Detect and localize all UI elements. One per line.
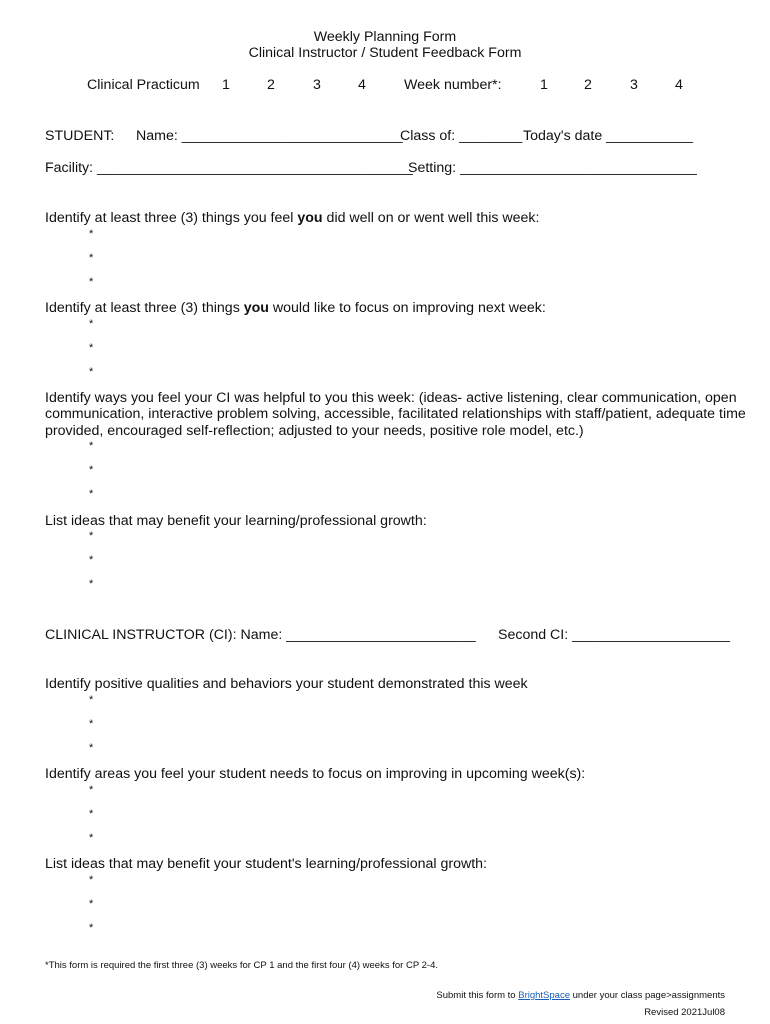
- prompt-text: did well on or went well this week:: [322, 210, 540, 226]
- prompt-emphasis: you: [297, 210, 323, 226]
- student-name-label: Name:: [136, 128, 178, 144]
- bullet-marker: *: [89, 228, 94, 240]
- facility-line[interactable]: ________________________________________: [97, 160, 413, 176]
- bullet-marker: *: [89, 488, 94, 500]
- second-ci-line[interactable]: ____________________: [572, 627, 730, 643]
- bullet-marker: *: [89, 318, 94, 330]
- setting-field[interactable]: [408, 160, 697, 177]
- prompt-student-focus-areas: Identify areas you feel your student needs to focus on improving in upcoming week(s):: [45, 766, 586, 782]
- week-option-4[interactable]: 4: [675, 77, 683, 93]
- bullet-marker: *: [89, 252, 94, 264]
- bullet-marker: *: [89, 922, 94, 934]
- form-title: Weekly Planning Form: [313, 29, 457, 45]
- bullet-marker: *: [89, 578, 94, 590]
- practicum-option-4[interactable]: 4: [358, 77, 366, 93]
- bullet-marker: *: [89, 342, 94, 354]
- bullet-marker: *: [89, 874, 94, 886]
- bullet-marker: *: [89, 440, 94, 452]
- prompt-text: would like to focus on improving next week:: [268, 300, 546, 316]
- bullet-marker: *: [89, 898, 94, 910]
- bullet-marker: *: [89, 464, 94, 476]
- student-heading: STUDENT:: [45, 128, 115, 144]
- todays-date-line[interactable]: ___________: [606, 128, 693, 144]
- week-option-2[interactable]: 2: [584, 77, 592, 93]
- prompt-text: Identify at least three (3) things: [45, 300, 244, 316]
- prompt-ci-helpful-line-3: provided, encouraged self-reflection; adjusted to your needs, positive role model, etc.): [45, 423, 584, 439]
- class-of-line[interactable]: ________: [459, 128, 523, 144]
- bullet-marker: *: [89, 276, 94, 288]
- facility-field[interactable]: [45, 160, 413, 177]
- ci-name-label: CLINICAL INSTRUCTOR (CI): Name:: [45, 627, 283, 643]
- student-name-field[interactable]: [136, 128, 403, 145]
- facility-label: Facility:: [45, 160, 94, 176]
- bullet-marker: *: [89, 694, 94, 706]
- prompt-positive-qualities: Identify positive qualities and behaviors your student demonstrated this week: [45, 676, 528, 692]
- class-of-label: Class of:: [400, 128, 456, 144]
- bullet-marker: *: [89, 718, 94, 730]
- submit-text: Submit this form to: [436, 990, 519, 1001]
- practicum-option-2[interactable]: 2: [267, 77, 275, 93]
- prompt-emphasis: you: [243, 300, 269, 316]
- practicum-option-1[interactable]: 1: [222, 77, 230, 93]
- setting-label: Setting:: [408, 160, 457, 176]
- todays-date-field[interactable]: [523, 128, 693, 145]
- bullet-marker: *: [89, 530, 94, 542]
- brightspace-link[interactable]: BrightSpace: [518, 990, 570, 1001]
- prompt-learning-growth: List ideas that may benefit your learning/professional growth:: [45, 513, 427, 529]
- second-ci-field[interactable]: [498, 627, 730, 644]
- week-number-label: Week number*:: [404, 77, 502, 93]
- bullet-marker: *: [89, 784, 94, 796]
- setting-line[interactable]: ______________________________: [460, 160, 697, 176]
- practicum-option-3[interactable]: 3: [313, 77, 321, 93]
- bullet-marker: *: [89, 742, 94, 754]
- bullet-marker: *: [89, 554, 94, 566]
- ci-name-line[interactable]: ________________________: [286, 627, 476, 643]
- practicum-label: Clinical Practicum: [87, 77, 200, 93]
- ci-name-field[interactable]: [45, 627, 476, 644]
- submit-instructions: [436, 990, 725, 1002]
- prompt-did-well: [45, 210, 539, 227]
- form-subtitle: Clinical Instructor / Student Feedback Form: [248, 45, 522, 61]
- todays-date-label: Today's date: [523, 128, 603, 144]
- week-option-3[interactable]: 3: [630, 77, 638, 93]
- week-option-1[interactable]: 1: [540, 77, 548, 93]
- prompt-student-growth: List ideas that may benefit your student's learning/professional growth:: [45, 856, 487, 872]
- prompt-ci-helpful-line-1: Identify ways you feel your CI was helpful to you this week: (ideas- active listening, clear communication, open: [45, 390, 737, 406]
- required-footnote: *This form is required the first three (3) weeks for CP 1 and the first four (4) weeks for CP 2-4.: [45, 960, 438, 971]
- bullet-marker: *: [89, 832, 94, 844]
- prompt-focus-improving: [45, 300, 546, 317]
- bullet-marker: *: [89, 366, 94, 378]
- prompt-text: Identify at least three (3) things you feel: [45, 210, 298, 226]
- bullet-marker: *: [89, 808, 94, 820]
- class-of-field[interactable]: [400, 128, 522, 145]
- second-ci-label: Second CI:: [498, 627, 569, 643]
- submit-text: under your class page>assignments: [570, 990, 725, 1001]
- revision-date: Revised 2021Jul08: [644, 1007, 725, 1018]
- prompt-ci-helpful-line-2: communication, interactive problem solving, accessible, facilitated relationships with staff/patient, adequate time: [45, 406, 746, 422]
- student-name-line[interactable]: ____________________________: [181, 128, 403, 144]
